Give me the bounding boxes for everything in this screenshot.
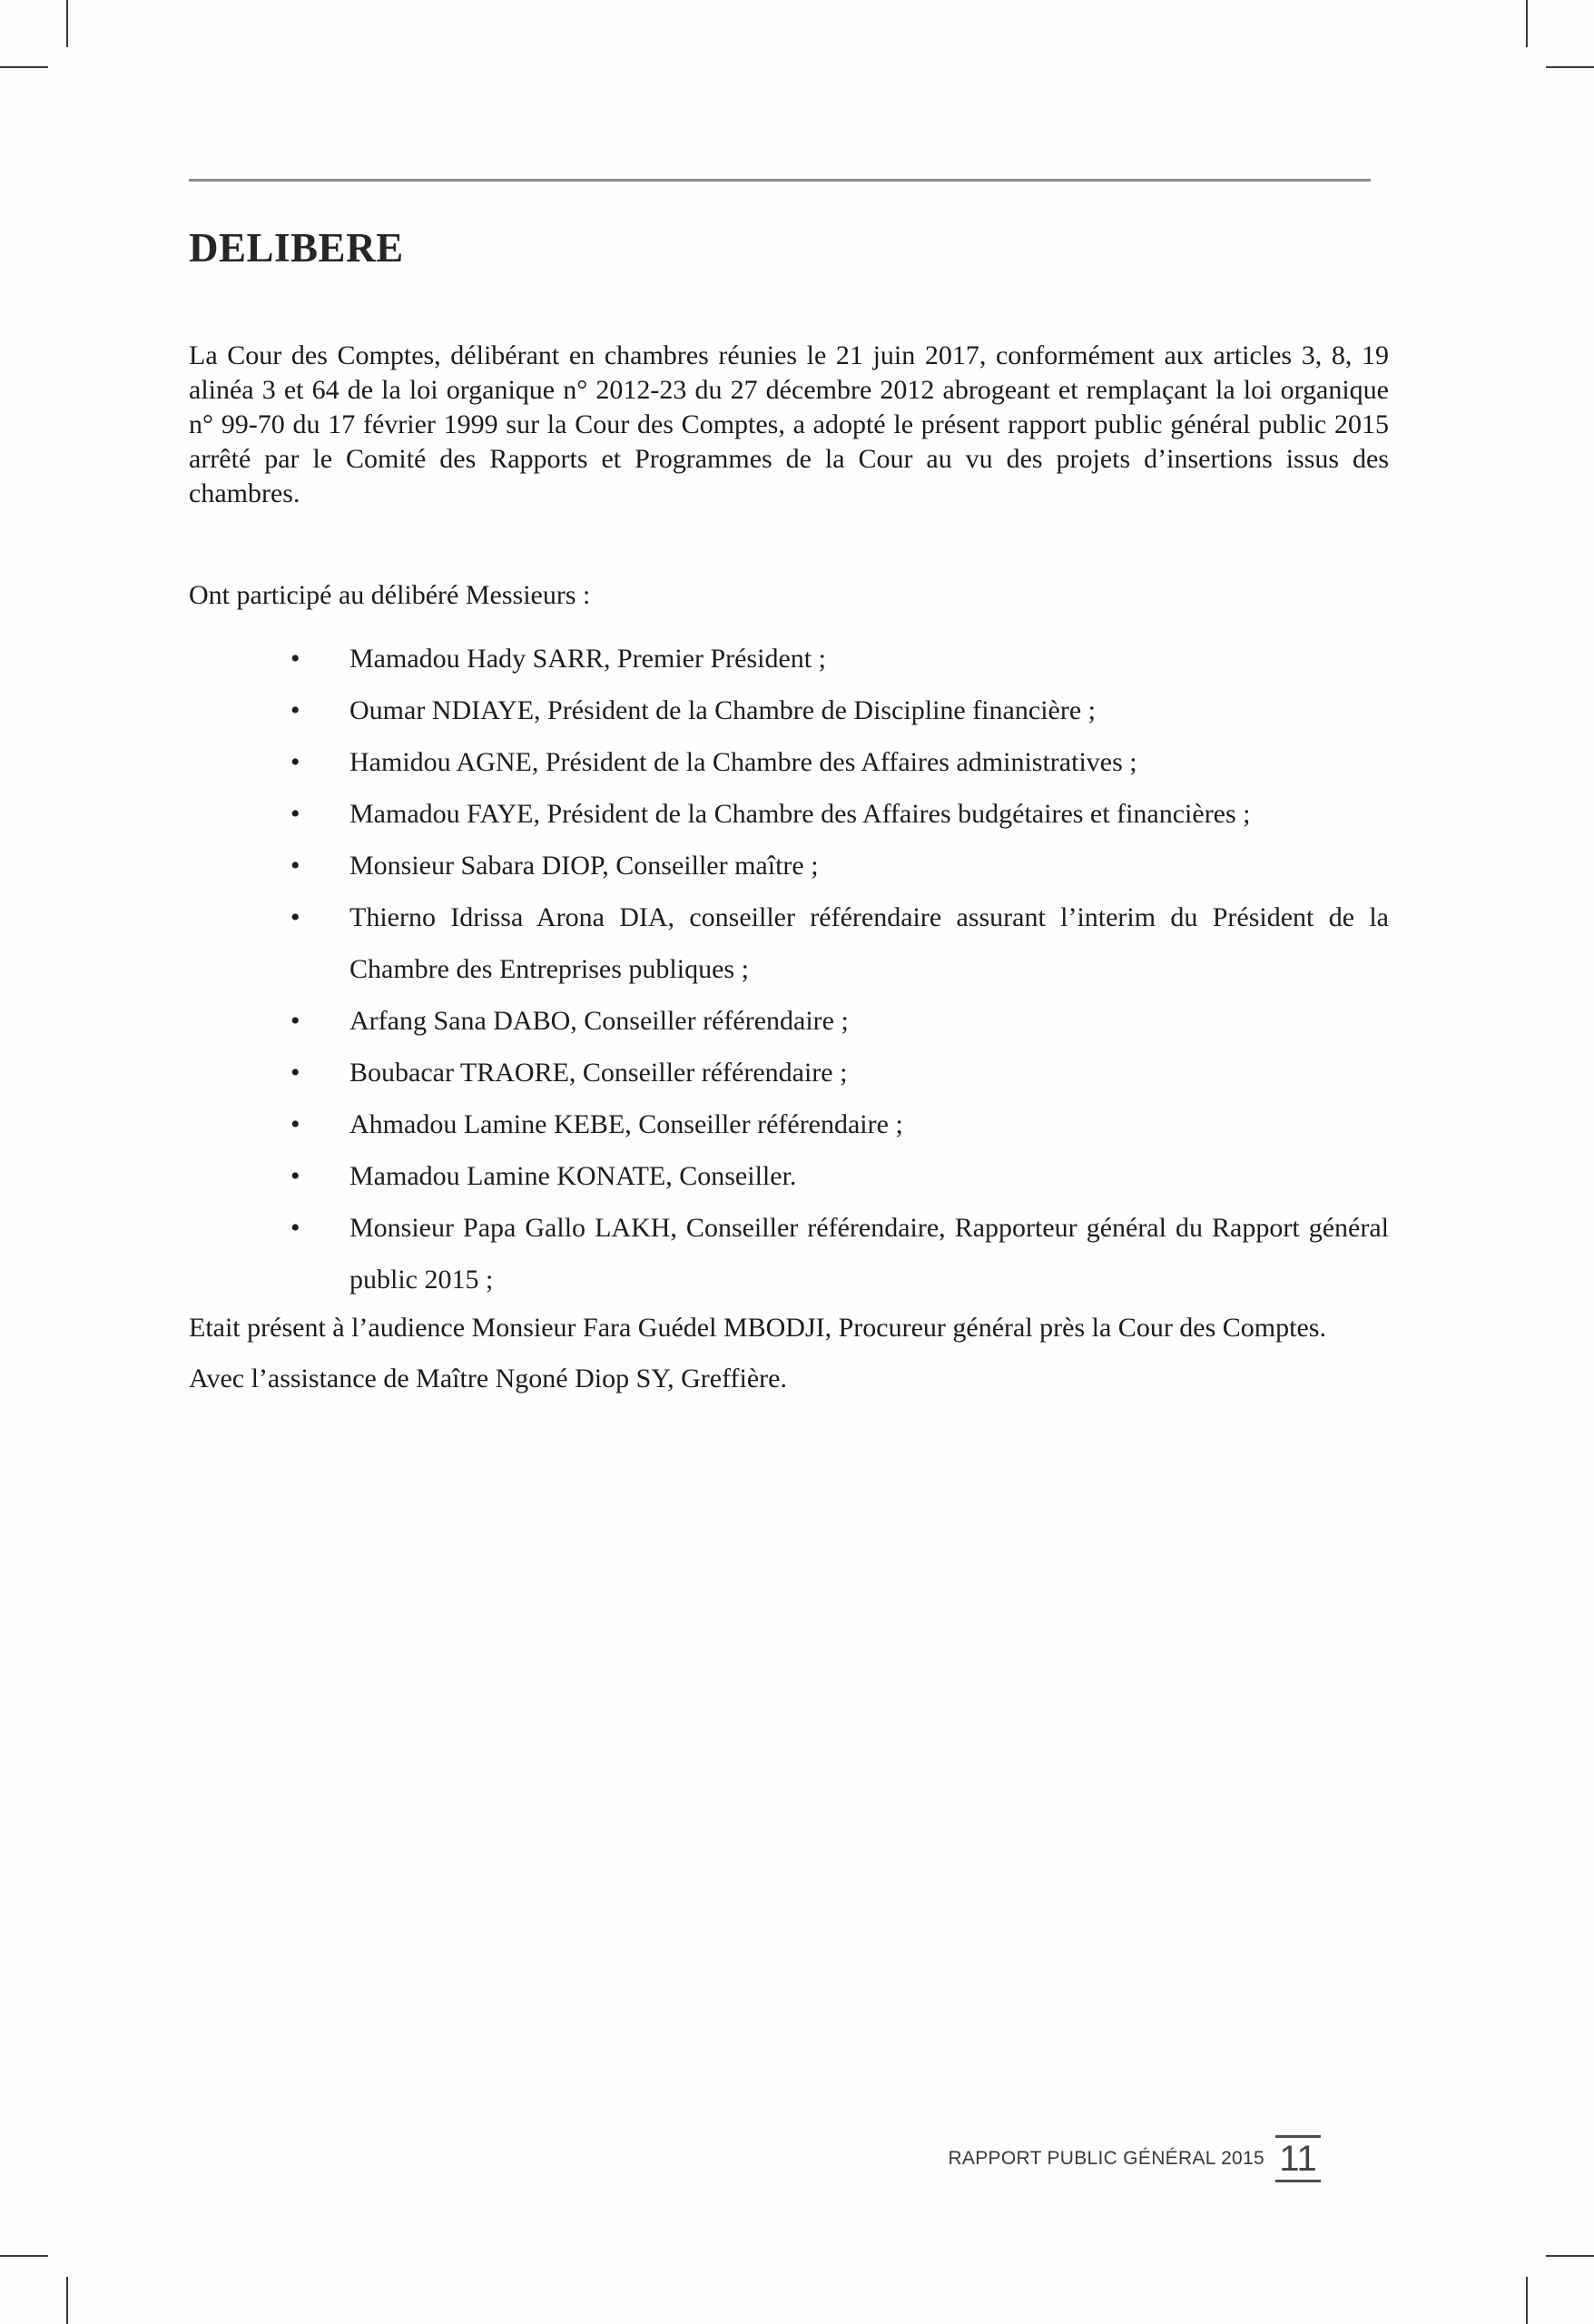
crop-mark-icon	[1546, 2255, 1594, 2257]
list-intro: Ont participé au délibéré Messieurs :	[189, 580, 591, 610]
participant-item	[189, 1047, 1389, 1098]
participant-text: Arfang Sana DABO, Conseiller référendaire ;	[349, 1006, 849, 1036]
participant-text: Monsieur Papa Gallo LAKH, Conseiller référendaire, Rapporteur général du Rapport général public 2015 ;	[349, 1213, 1389, 1295]
opening-paragraph: La Cour des Comptes, délibérant en chambres réunies le 21 juin 2017, conformément aux articles 3, 8, 19 alinéa 3 et 64 de la loi organique n° 2012-23 du 27 décembre 2012 abrogeant et remplaçant la loi organique n° 99-70 du 17 février 1999 sur la Cour des Comptes, a adopté le présent rapport public général public 2015 arrêté par le Comité des Rapports et Programmes de la Cour au vu des projets d’insertions issus des chambres.	[189, 340, 1389, 508]
bullet-icon: •	[290, 1161, 300, 1191]
page-footer	[948, 2135, 1321, 2182]
page-number-rule-bottom	[1275, 2180, 1321, 2182]
bullet-icon: •	[290, 1058, 300, 1088]
header-rule	[189, 179, 1371, 182]
closing-paragraph-2: Avec l’assistance de Maître Ngoné Diop SY, Greffière.	[189, 1364, 787, 1393]
bullet-icon: •	[290, 799, 300, 829]
bullet-icon: •	[290, 644, 300, 674]
bullet-icon: •	[290, 747, 300, 777]
participants-list	[189, 633, 1389, 1305]
participant-item	[189, 995, 1389, 1047]
participant-text: Monsieur Sabara DIOP, Conseiller maître ;	[349, 851, 819, 881]
crop-mark-icon	[0, 2255, 48, 2257]
bullet-icon: •	[290, 1006, 300, 1036]
bullet-icon: •	[290, 902, 300, 932]
participant-text: Mamadou Lamine KONATE, Conseiller.	[349, 1161, 797, 1191]
participant-item	[189, 684, 1389, 736]
bullet-icon: •	[290, 1213, 300, 1243]
participant-text: Thierno Idrissa Arona DIA, conseiller référendaire assurant l’interim du Président de la Chambre des Entreprises publiques ;	[349, 902, 1389, 984]
report-title-label: RAPPORT PUBLIC GÉNÉRAL 2015	[948, 2148, 1264, 2169]
crop-mark-icon	[1546, 66, 1594, 68]
participant-item	[189, 1150, 1389, 1202]
closing-paragraph-1: Etait présent à l’audience Monsieur Fara Guédel MBODJI, Procureur général près la Cour des Comptes.	[189, 1313, 1326, 1343]
page-number-block	[1275, 2135, 1321, 2182]
bullet-icon: •	[290, 1109, 300, 1139]
participant-item	[189, 736, 1389, 788]
participant-text: Mamadou FAYE, Président de la Chambre des Affaires budgétaires et financières ;	[349, 799, 1251, 829]
crop-mark-icon	[66, 2277, 68, 2324]
participant-text: Hamidou AGNE, Président de la Chambre des Affaires administratives ;	[349, 747, 1137, 777]
participant-text: Oumar NDIAYE, Président de la Chambre de Discipline financière ;	[349, 695, 1096, 725]
participant-item	[189, 633, 1389, 684]
crop-mark-icon	[66, 0, 68, 47]
participant-item	[189, 1098, 1389, 1150]
bullet-icon: •	[290, 851, 300, 881]
crop-mark-icon	[1526, 2277, 1528, 2324]
participant-item	[189, 891, 1389, 995]
participant-text: Ahmadou Lamine KEBE, Conseiller référendaire ;	[349, 1109, 903, 1139]
page-title: DELIBERE	[189, 225, 404, 271]
crop-mark-icon	[1526, 0, 1528, 47]
participant-item	[189, 1202, 1389, 1305]
document-body	[189, 179, 1389, 1396]
bullet-icon: •	[290, 695, 300, 725]
page-number: 11	[1279, 2139, 1317, 2179]
participant-text: Boubacar TRAORE, Conseiller référendaire ;	[349, 1058, 848, 1088]
crop-mark-icon	[0, 66, 48, 68]
participant-item	[189, 840, 1389, 891]
participant-item	[189, 788, 1389, 840]
participant-text: Mamadou Hady SARR, Premier Président ;	[349, 644, 826, 674]
